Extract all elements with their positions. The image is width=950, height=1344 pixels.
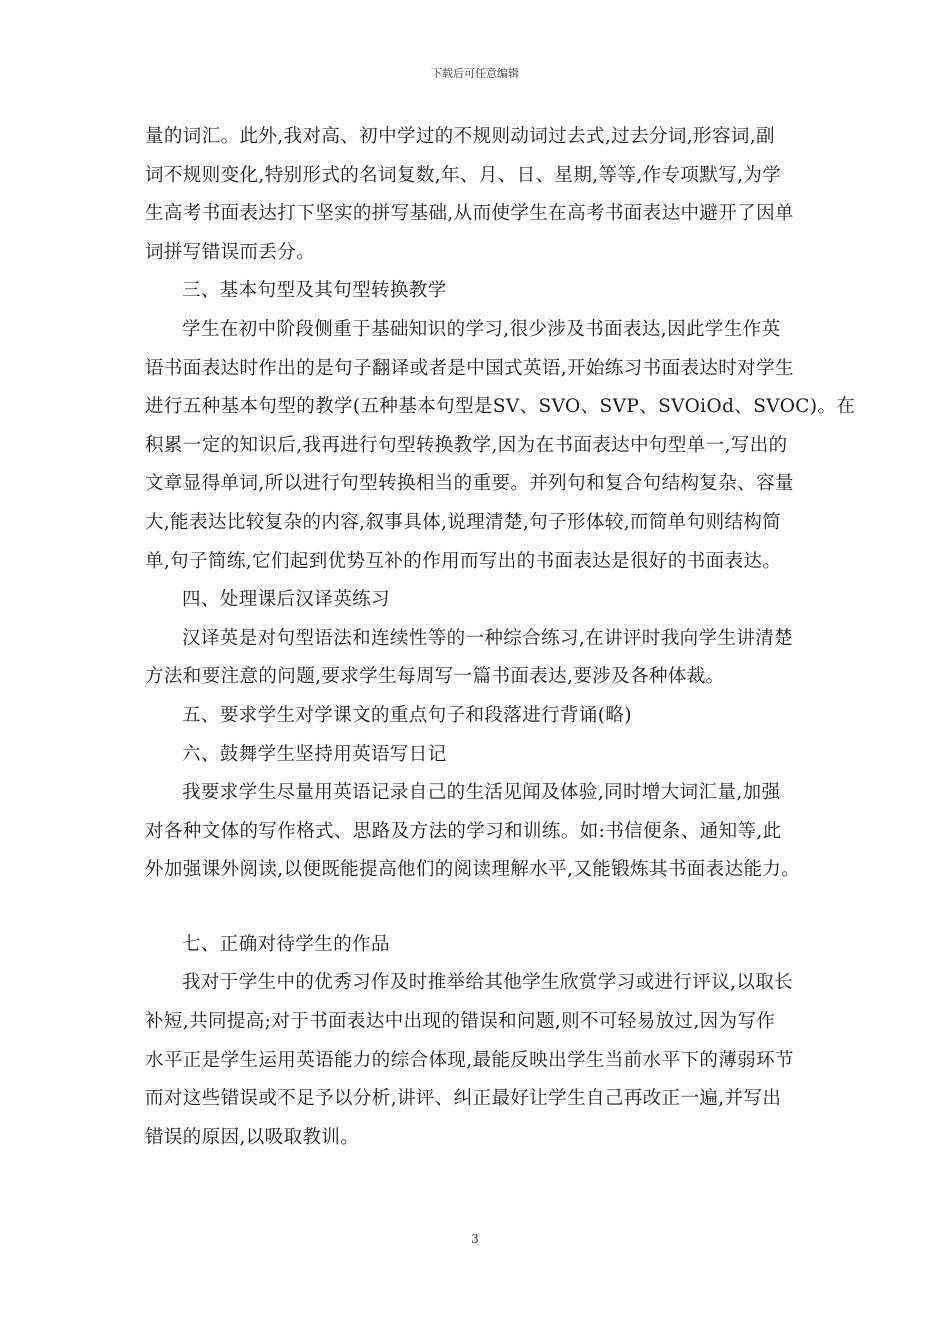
- paragraph: [145, 311, 856, 581]
- text-line: 词拼写错误而丢分。: [145, 241, 316, 263]
- paragraph: [145, 620, 813, 697]
- text-line: 进行五种基本句型的教学(五种基本句型是SV、SVO、SVP、SVOiOd、SVOC)。在: [145, 396, 856, 418]
- text-line: 词不规则变化,特别形式的名词复数,年、月、日、星期,等等,作专项默写,为学: [145, 164, 782, 186]
- text-line: 学生在初中阶段侧重于基础知识的学习,很少涉及书面表达,因此学生作英: [182, 318, 781, 340]
- text-line: 水平正是学生运用英语能力的综合体现,最能反映出学生当前水平下的薄弱环节: [145, 1049, 794, 1071]
- heading-text: 六、鼓舞学生坚持用英语写日记: [182, 743, 447, 765]
- text-line: 方法和要注意的问题,要求学生每周写一篇书面表达,要涉及各种体裁。: [145, 666, 725, 688]
- text-line: 而对这些错误或不足予以分析,讲评、纠正最好让学生自己再改正一遍,并写出: [145, 1088, 782, 1110]
- paragraph: [145, 118, 813, 272]
- section-heading: [145, 697, 813, 736]
- text-line: 单,句子简练,它们起到优势互补的作用而写出的书面表达是很好的书面表达。: [145, 550, 782, 572]
- heading-text: 七、正确对待学生的作品: [182, 933, 390, 955]
- text-line: 我要求学生尽量用英语记录自己的生活见闻及体验,同时增大词汇量,加强: [182, 782, 781, 804]
- section-heading: [145, 581, 813, 620]
- text-line: 我对于学生中的优秀习作及时推举给其他学生欣赏学习或进行评议,以取长: [182, 972, 794, 994]
- section-heading: [145, 736, 813, 775]
- page-header: 下载后可任意编辑: [431, 67, 519, 80]
- text-line: 积累一定的知识后,我再进行句型转换教学,因为在书面表达中句型单一,写出的: [145, 434, 788, 456]
- text-line: 生高考书面表达打下坚实的拼写基础,从而使学生在高考书面表达中避开了因单: [145, 203, 794, 225]
- text-line: 大,能表达比较复杂的内容,叙事具体,说理清楚,句子形体较,而简单句则结构简: [145, 511, 782, 533]
- text-line: 对各种文体的写作格式、思路及方法的学习和训练。如:书信便条、通知等,此: [145, 820, 782, 842]
- section-heading: [145, 272, 813, 311]
- text-line: 外加强课外阅读,以便既能提高他们的阅读理解水平,又能锻炼其书面表达能力。: [145, 859, 801, 881]
- paragraph: [145, 964, 813, 1157]
- text-line: 汉译英是对句型语法和连续性等的一种综合练习,在讲评时我向学生讲清楚: [182, 627, 794, 649]
- heading-text: 三、基本句型及其句型转换教学: [182, 280, 447, 302]
- text-line: 量的词汇。此外,我对高、初中学过的不规则动词过去式,过去分词,形容词,副: [145, 126, 775, 147]
- page-number: 3: [471, 1232, 479, 1246]
- section-heading: [145, 926, 813, 965]
- text-line: 语书面表达时作出的是句子翻译或者是中国式英语,开始练习书面表达时对学生: [145, 357, 794, 379]
- paragraph: [145, 774, 813, 890]
- text-line: 补短,共同提高;对于书面表达中出现的错误和问题,则不可轻易放过,因为写作: [145, 1011, 776, 1033]
- heading-text: 五、要求学生对学课文的重点句子和段落进行背诵(略): [182, 704, 632, 726]
- document-body: [145, 118, 856, 1157]
- text-line: 文章显得单词,所以进行句型转换相当的重要。并列句和复合句结构复杂、容量: [145, 473, 794, 495]
- heading-text: 四、处理课后汉译英练习: [182, 589, 390, 611]
- text-line: 错误的原因,以吸取教训。: [145, 1126, 360, 1148]
- blank-line: [145, 890, 813, 926]
